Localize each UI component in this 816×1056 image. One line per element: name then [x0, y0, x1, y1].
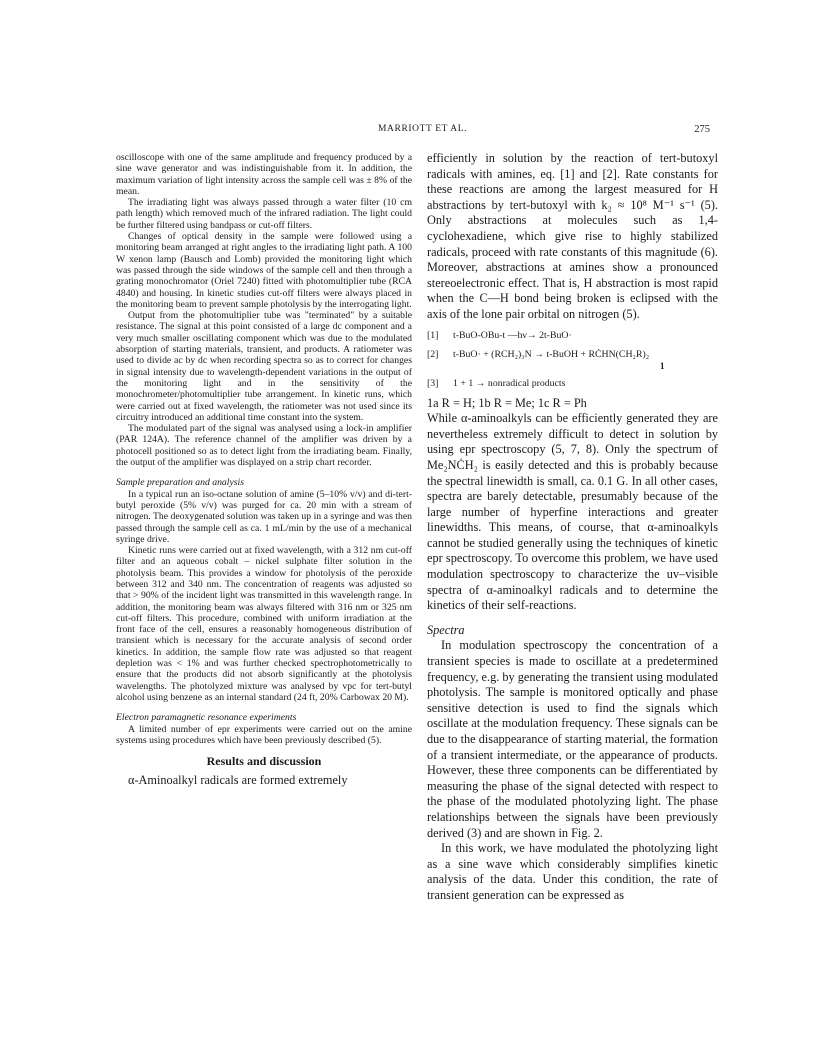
equation-3: [427, 377, 718, 390]
equation-text: 1 + 1 → nonradical products: [453, 377, 566, 389]
compound-label: 1: [660, 360, 665, 371]
right-column: [427, 151, 718, 904]
page-number: 275: [694, 124, 710, 135]
equation-text: t-BuO· + (RCH₂)₃N → t-BuOH + RĊHN(CH₂R)₂: [453, 348, 650, 360]
subsection-heading: Spectra: [427, 622, 465, 637]
paragraph: In a typical run an iso-octane solution of amine (5–10% v/v) and di-tert-butyl peroxide (5% v/v) was purged for ca. 20 min with a stream of nitrogen. The deoxygenated solution was taken up in a syringe and was then passed through the sample cell as ca. 1 mL/min by the use of a mechanical syringe drive.: [116, 488, 412, 545]
equation-text: t-BuO-OBu-t —hν→ 2t-BuO·: [453, 329, 572, 341]
paragraph: The modulated part of the signal was analysed using a lock-in amplifier (PAR 124A). The reference channel of the amplifier was driven by a photocell positioned so as to detect light from the irradiating beam. Finally, the output of the amplifier was displayed on a strip chart recorder.: [116, 423, 412, 469]
r-group-definitions: 1a R = H; 1b R = Me; 1c R = Ph: [427, 395, 587, 410]
equation-1: [427, 329, 718, 342]
paragraph: Kinetic runs were carried out at fixed wavelength, with a 312 nm cut-off filter and an aqueous cobalt – nickel sulphate filter solution in the photolysis beam. This provides a window for photolysis of the peroxide between 312 and 340 nm. The concentration of reagents was adjusted so that > 90% of the incident light was transmitted in this wavelength range. In addition, the monitoring beam was always filtered with 316 nm or 325 nm cut-off filters. This procedure, combined with uniform irradiation at the front face of the cell, ensures a reasonably homogeneous distribution of transient which is necessary for the accurate analysis of second order kinetics. In addition, the sample flow rate was adjusted so that reagent depletion was < 1% and was further checked spectrophotometrically to ensure that the products did not absorb significantly at the photolysis wavelengths. The photolyzed mixture was analysed by vpc for tert-butyl alcohol using benzene as an internal standard (24 ft, 20% Carbowax 20 M).: [116, 545, 412, 703]
page-header: [116, 124, 710, 138]
section-heading: Results and discussion: [206, 754, 322, 769]
subsection-heading: Electron paramagnetic resonance experiments: [116, 712, 297, 724]
paragraph: The irradiating light was always passed through a water filter (10 cm path length) which removed much of the infrared radiation. The light could be further filtered using bandpass or cut-off filters.: [116, 197, 412, 231]
equation-2: [427, 348, 718, 361]
paragraph: Changes of optical density in the sample were followed using a monitoring beam arranged at right angles to the irradiating light path. A 100 W xenon lamp (Bausch and Lomb) provided the monitoring light which was passed through the side windows of the sample cell and then through a grating monochromator (Oriel 7240) fitted with photomultiplier tube (RCA 4840) and housing. In kinetic studies cut-off filters were always placed in the monitoring beam to prevent sample photolysis by the interrogating light.: [116, 231, 412, 310]
running-head: MARRIOTT ET AL.: [378, 124, 468, 134]
left-column: [116, 152, 412, 788]
paragraph: A limited number of epr experiments were carried out on the amine systems using procedures which have been previously described (5).: [116, 723, 412, 746]
paragraph: α-Aminoalkyl radicals are formed extremely: [128, 773, 348, 788]
equation-number: [3]: [427, 377, 439, 389]
paragraph: While α-aminoalkyls can be efficiently generated they are nevertheless extremely difficult to detect in solution by using epr spectroscopy (5, 7, 8). Only the spectrum of Me₂NĊH₂ is easily detected and this is probably because the spectral linewidth is small, ca. 0.1 G. In all other cases, spectra are barely detectable, presumably because of the large number of hyperfine interactions and greater linewidths. This means, of course, that α-aminoalkyls cannot be studied generally using the techniques of kinetic epr spectroscopy. To overcome this problem, we have used modulation spectroscopy to characterize the uv–visible spectra of α-aminoalkyl radicals and to determine the kinetics of their self-reactions.: [427, 411, 718, 613]
paragraph: oscilloscope with one of the same amplitude and frequency produced by a sine wave generator and was indistinguishable from it. In addition, the maximum variation of light intensity across the sample cell was ± 8% of the mean.: [116, 152, 412, 197]
equation-number: [2]: [427, 348, 439, 360]
equation-number: [1]: [427, 329, 439, 341]
subsection-heading: Sample preparation and analysis: [116, 477, 244, 489]
paragraph: efficiently in solution by the reaction of tert-butoxyl radicals with amines, eq. [1] and [2]. Rate constants for these reactions are among the largest measured for H abstractions by tert-butoxyl with k₂ ≈ 10⁸ M⁻¹ s⁻¹ (5). Only abstractions at molecules such as 1,4-cyclohexadiene, which give rise to highly stabilized radicals, proceed with rate constants of this magnitude (6). Moreover, abstractions at amines show a pronounced stereoelectronic effect. That is, H abstraction is most rapid when the C—H bond being broken is eclipsed with the axis of the lone pair orbital on nitrogen (5).: [427, 151, 718, 321]
paragraph: In this work, we have modulated the photolyzing light as a sine wave which considerably simplifies kinetic analysis of the data. Under this condition, the rate of transient generation can be expressed as: [427, 841, 718, 902]
paragraph: In modulation spectroscopy the concentration of a transient species is made to oscillate at a predetermined frequency, e.g. by generating the transient using modulated photolysis. The sample is monitored optically and phase sensitive detection is used to find the signals which oscillate at the modulation frequency. These signals can be due to the disappearance of starting material, the formation of a transient intermediate, or the appearance of products. However, these three components can be differentiated by measuring the phase of the signal detected with respect to the phase of the modulated photolyzing light. The phase relationships between the signals have been previously derived (3) and are shown in Fig. 2.: [427, 638, 718, 840]
paragraph: Output from the photomultiplier tube was "terminated" by a suitable resistance. The signal at this point consisted of a large dc component and a very much smaller oscillating component which was due to the modulated absorption of starting materials, transient, and products. A ratiometer was used to divide ac by dc when recording spectra so as to correct for changes in signal intensity due to wavelength-dependent variations in the output of the monitoring light and in the sensitivity of the monochrometer/photomultiplier tube arrangement. In kinetic runs, which were carried out at fixed wavelength, the ratiometer was not used since its circuitry introduced an additional time constant into the system.: [116, 310, 412, 423]
